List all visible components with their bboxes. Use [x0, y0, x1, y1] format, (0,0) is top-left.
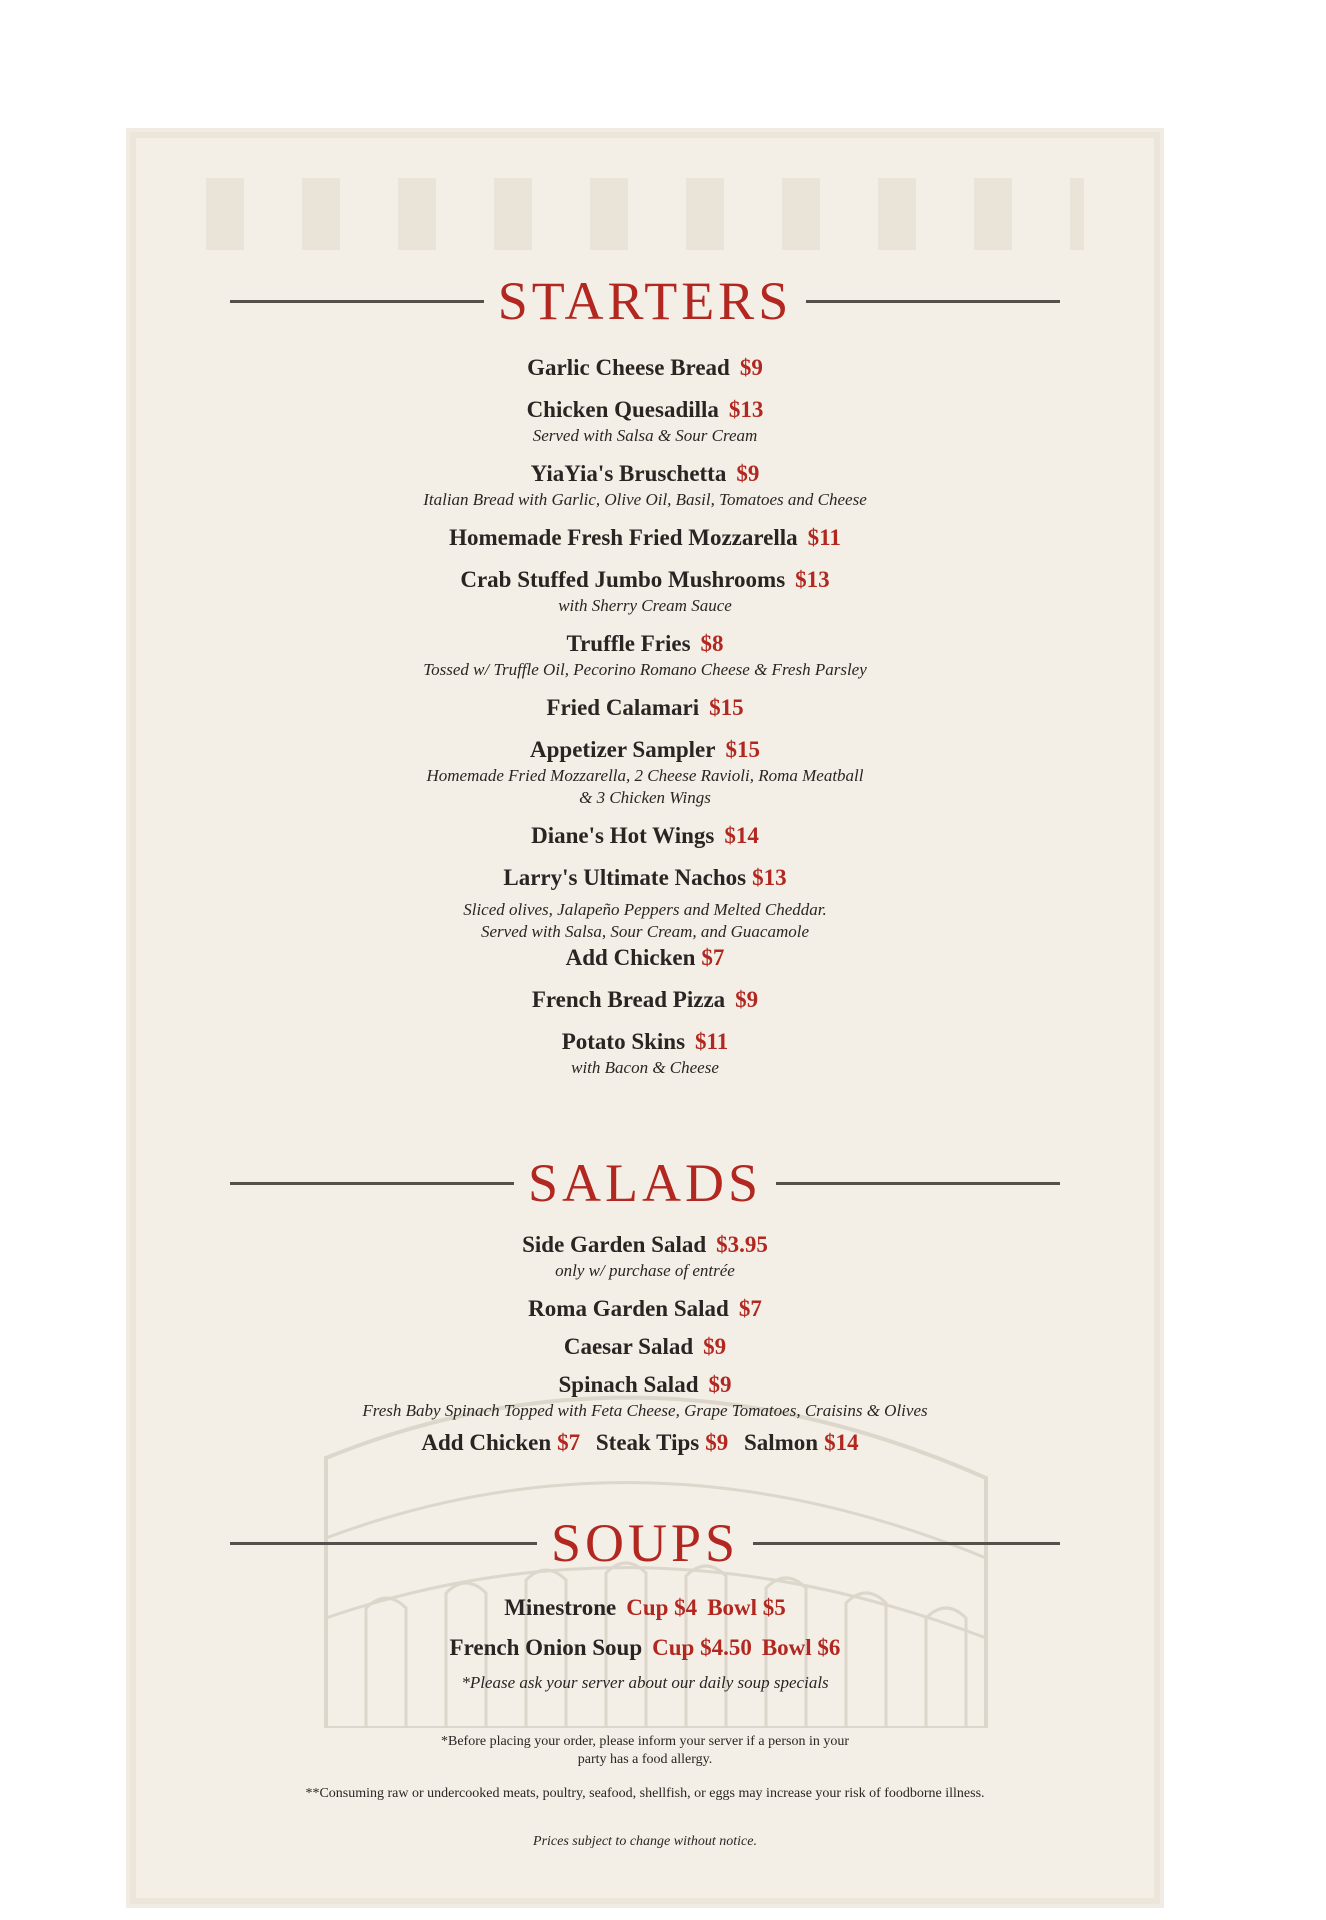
item-name: Garlic Cheese Bread	[527, 355, 730, 380]
prices-note: Prices subject to change without notice.	[533, 1834, 757, 1849]
addon-label: Salmon	[743, 1430, 819, 1455]
item-description-cont: Served with Salsa, Sour Cream, and Guacamole	[480, 922, 809, 941]
cup-price: Cup $4.50	[652, 1635, 752, 1660]
item-name: Truffle Fries	[566, 631, 691, 656]
item-price: $3.95	[716, 1232, 768, 1257]
footer	[136, 1733, 1154, 1851]
item-price: $13	[728, 397, 764, 422]
item-name: Fried Calamari	[546, 695, 700, 720]
item-name: Chicken Quesadilla	[526, 397, 719, 422]
item-price: $14	[724, 823, 759, 848]
item-price: $9	[708, 1372, 732, 1397]
item-price: $9	[739, 355, 763, 380]
list-item	[136, 353, 1154, 383]
item-description: Sliced olives, Jalapeño Peppers and Melted Cheddar.	[463, 900, 827, 919]
item-price: $13	[795, 567, 830, 592]
list-item	[136, 735, 1154, 809]
item-price: $11	[695, 1029, 729, 1054]
soups-header	[136, 1508, 1154, 1578]
cup-price: Cup $4	[626, 1595, 698, 1620]
addon-price: $7	[557, 1430, 581, 1455]
soups-list	[136, 1593, 1154, 1693]
list-item	[136, 1332, 1154, 1362]
item-name: Appetizer Sampler	[530, 737, 716, 762]
list-item	[136, 693, 1154, 723]
item-name: YiaYia's Bruschetta	[530, 461, 727, 486]
item-price: $11	[807, 525, 841, 550]
bowl-price: Bowl $6	[761, 1635, 841, 1660]
item-price: $15	[725, 737, 760, 762]
soups-title: SOUPS	[550, 1513, 740, 1573]
list-item	[136, 1027, 1154, 1079]
salad-addons	[136, 1428, 1154, 1458]
item-description: with Bacon & Cheese	[571, 1058, 719, 1077]
list-item	[136, 1294, 1154, 1324]
list-item	[136, 523, 1154, 553]
salads-title: SALADS	[527, 1153, 763, 1213]
header-rule-right	[776, 1182, 1060, 1185]
allergy-note: *Before placing your order, please inform your server if a person in your	[440, 1734, 850, 1749]
starters-title: STARTERS	[497, 271, 793, 331]
raw-food-warning: **Consuming raw or undercooked meats, poultry, seafood, shellfish, or eggs may increase your risk of foodborne illness.	[305, 1786, 985, 1801]
soup-specials-note: *Please ask your server about our daily soup specials	[461, 1673, 829, 1692]
item-description-cont: & 3 Chicken Wings	[579, 788, 711, 807]
starters-header	[136, 266, 1154, 336]
item-description: only w/ purchase of entrée	[555, 1261, 735, 1280]
list-item	[136, 565, 1154, 617]
item-price: $7	[738, 1296, 762, 1321]
item-name: Potato Skins	[561, 1029, 686, 1054]
list-item	[136, 629, 1154, 681]
item-name: Larry's Ultimate Nachos	[503, 865, 747, 890]
list-item	[136, 459, 1154, 511]
addon-price: $9	[705, 1430, 729, 1455]
addon-label: Add Chicken	[421, 1430, 552, 1455]
list-item	[136, 1633, 1154, 1663]
starters-list	[136, 353, 1154, 1079]
decorative-stripes	[206, 178, 1084, 250]
item-name: Side Garden Salad	[522, 1232, 707, 1257]
item-price: $8	[700, 631, 724, 656]
menu-page	[136, 138, 1154, 1898]
addon-price: $14	[824, 1430, 859, 1455]
item-price: $13	[752, 865, 787, 890]
item-description: with Sherry Cream Sauce	[558, 596, 732, 615]
item-description: Fresh Baby Spinach Topped with Feta Cheese, Grape Tomatoes, Craisins & Olives	[362, 1401, 928, 1420]
item-description: Homemade Fried Mozzarella, 2 Cheese Ravioli, Roma Meatball	[426, 766, 864, 785]
item-price: $9	[736, 461, 760, 486]
header-rule-right	[753, 1542, 1060, 1545]
item-name: Diane's Hot Wings	[531, 823, 715, 848]
item-name: French Bread Pizza	[531, 987, 726, 1012]
item-name: Spinach Salad	[558, 1372, 699, 1397]
list-item	[136, 1370, 1154, 1422]
item-price: $15	[709, 695, 744, 720]
add-chicken-price: $7	[701, 945, 725, 970]
header-rule-left	[230, 1182, 514, 1185]
list-item	[136, 863, 1154, 973]
header-rule-left	[230, 1542, 537, 1545]
list-item	[136, 985, 1154, 1015]
salads-header	[136, 1148, 1154, 1218]
add-chicken-label: Add Chicken	[565, 945, 696, 970]
item-name: Minestrone	[504, 1595, 617, 1620]
item-price: $9	[703, 1334, 727, 1359]
list-item	[136, 1593, 1154, 1623]
item-description: Served with Salsa & Sour Cream	[532, 426, 758, 445]
bowl-price: Bowl $5	[707, 1595, 786, 1620]
item-price: $9	[735, 987, 759, 1012]
list-item	[136, 395, 1154, 447]
header-rule-left	[230, 300, 484, 303]
item-name: French Onion Soup	[449, 1635, 643, 1660]
addon-label: Steak Tips	[595, 1430, 700, 1455]
item-name: Roma Garden Salad	[528, 1296, 729, 1321]
header-rule-right	[806, 300, 1060, 303]
allergy-note-cont: party has a food allergy.	[577, 1752, 713, 1767]
item-name: Homemade Fresh Fried Mozzarella	[449, 525, 798, 550]
list-item	[136, 1230, 1154, 1282]
item-description: Italian Bread with Garlic, Olive Oil, Basil, Tomatoes and Cheese	[423, 490, 867, 509]
item-name: Crab Stuffed Jumbo Mushrooms	[460, 567, 786, 592]
salads-list	[136, 1230, 1154, 1458]
item-description: Tossed w/ Truffle Oil, Pecorino Romano Cheese & Fresh Parsley	[423, 660, 867, 679]
list-item	[136, 821, 1154, 851]
item-name: Caesar Salad	[563, 1334, 694, 1359]
